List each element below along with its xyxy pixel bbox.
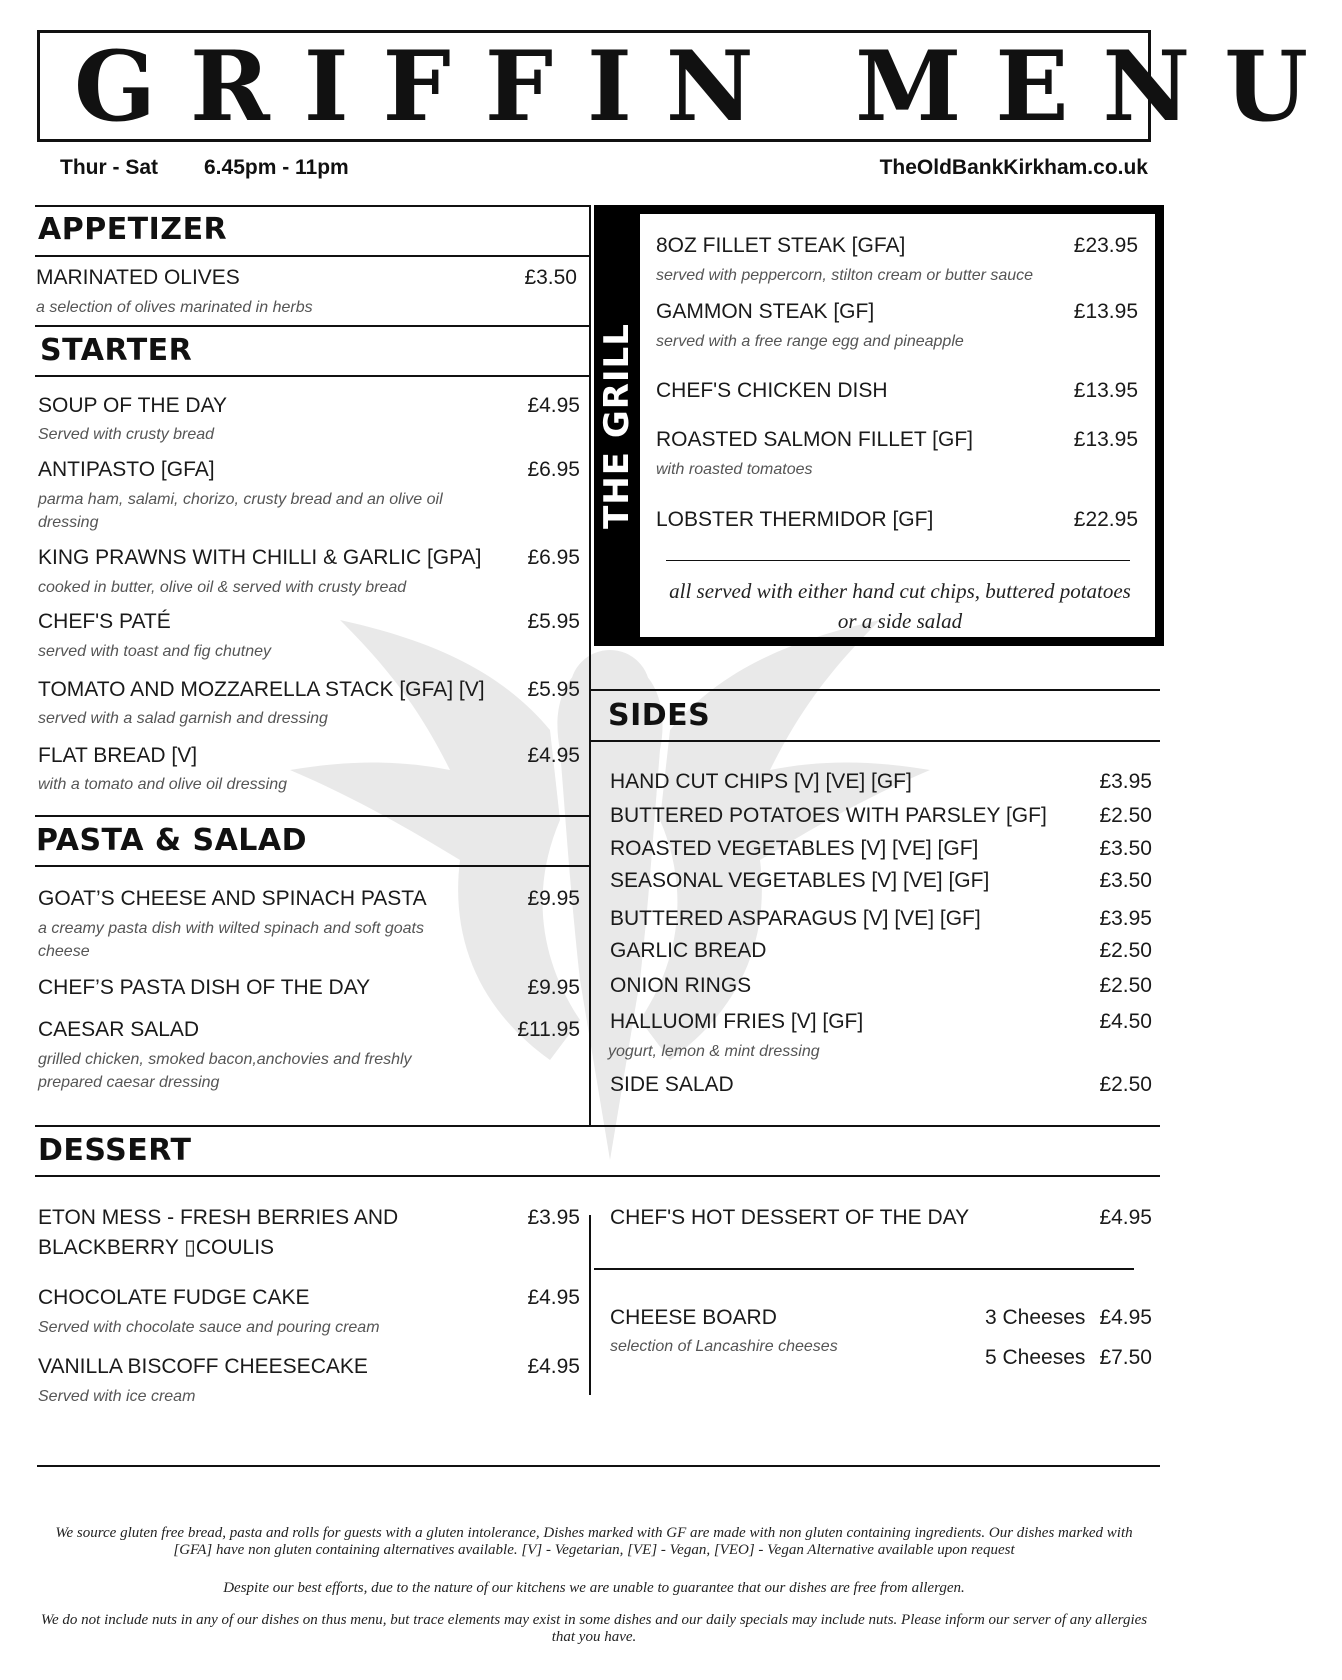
menu-item-name: SEASONAL VEGETABLES [V] [VE] [GF] xyxy=(610,869,990,892)
menu-item-name: MARINATED OLIVES xyxy=(36,266,240,289)
menu-item-price: £2.50 xyxy=(1099,1073,1152,1096)
section-title-appetizer: APPETIZER xyxy=(38,212,228,247)
section-title-sides: SIDES xyxy=(608,698,711,733)
menu-item-name: VANILLA BISCOFF CHEESECAKE xyxy=(38,1355,368,1378)
menu-item-name-line2: BLACKBERRY ▯COULIS xyxy=(38,1236,275,1259)
menu-item-price: £13.95 xyxy=(1073,428,1138,451)
divider xyxy=(35,1125,1160,1127)
divider xyxy=(590,740,1160,742)
grill-note: all served with either hand cut chips, buttered potatoes or a side salad xyxy=(669,579,1131,633)
menu-item-price: £6.95 xyxy=(527,546,580,569)
menu-item-price: £3.50 xyxy=(1099,837,1152,860)
column-divider xyxy=(589,1215,591,1395)
menu-item-desc: yogurt, lemon & mint dressing xyxy=(608,1043,820,1060)
divider xyxy=(35,1175,1160,1177)
menu-item-name: CHOCOLATE FUDGE CAKE xyxy=(38,1286,310,1309)
menu-item-name: KING PRAWNS WITH CHILLI & GARLIC [GPA] xyxy=(38,546,482,569)
menu-item-price: £9.95 xyxy=(527,976,580,999)
menu-item-desc: with a tomato and olive oil dressing xyxy=(38,776,288,793)
footer-allergen-note: Despite our best efforts, due to the nature of our kitchens we are unable to guarantee that our dishes are free from allergen. xyxy=(223,1580,965,1596)
menu-item-name: LOBSTER THERMIDOR [GF] xyxy=(656,508,934,531)
menu-item-name: CHEF'S CHICKEN DISH xyxy=(656,379,888,402)
menu-item-price: £23.95 xyxy=(1073,234,1138,257)
menu-item-price: £4.95 xyxy=(527,1355,580,1378)
column-divider xyxy=(589,205,591,1125)
menu-item-desc: Served with crusty bread xyxy=(38,426,215,443)
cheese-option-price: £4.95 xyxy=(1099,1306,1152,1329)
menu-item-name: FLAT BREAD [V] xyxy=(38,744,198,767)
divider xyxy=(37,1465,1160,1467)
divider xyxy=(35,255,590,257)
menu-item-desc: selection of Lancashire cheeses xyxy=(610,1338,838,1355)
divider xyxy=(35,325,590,327)
menu-item-price: £4.95 xyxy=(527,394,580,417)
website-link[interactable]: TheOldBankKirkham.co.uk xyxy=(879,156,1148,179)
menu-item-name: CHEF'S HOT DESSERT OF THE DAY xyxy=(610,1206,970,1229)
divider xyxy=(666,560,1130,561)
menu-item-name: ROASTED SALMON FILLET [GF] xyxy=(656,428,974,451)
grill-label-wrap xyxy=(594,205,640,646)
menu-item-desc: Served with chocolate sauce and pouring cream xyxy=(38,1319,380,1336)
menu-item-desc: served with a salad garnish and dressing xyxy=(38,710,328,727)
menu-title: GRIFFIN MENU xyxy=(74,30,1342,143)
section-title-grill: THE GRILL xyxy=(597,322,637,529)
divider xyxy=(594,1268,1134,1270)
title-box xyxy=(37,30,1342,143)
menu-item-name: TOMATO AND MOZZARELLA STACK [GFA] [V] xyxy=(38,678,485,701)
divider xyxy=(35,865,590,867)
menu-item-desc: a selection of olives marinated in herbs xyxy=(36,299,313,316)
menu-item-desc: a creamy pasta dish with wilted spinach and soft goats cheese xyxy=(38,920,424,960)
menu-item-price: £13.95 xyxy=(1073,379,1138,402)
menu-item-name: GOAT’S CHEESE AND SPINACH PASTA xyxy=(38,887,427,910)
menu-item-desc: with roasted tomatoes xyxy=(656,461,813,478)
menu-item-name: ANTIPASTO [GFA] xyxy=(38,458,215,481)
divider xyxy=(35,815,590,817)
cheese-option-label: 3 Cheeses xyxy=(985,1306,1086,1329)
menu-item-name: HALLUOMI FRIES [V] [GF] xyxy=(610,1010,864,1033)
menu-item-desc: served with toast and fig chutney xyxy=(38,643,272,660)
menu-item-price: £4.95 xyxy=(527,1286,580,1309)
menu-item-name: ONION RINGS xyxy=(610,974,752,997)
opening-days: Thur - Sat xyxy=(60,156,158,179)
footer-gluten-note: We source gluten free bread, pasta and rolls for guests with a gluten intolerance, Dishes marked with GF are made with non gluten containing ingredients. Our dishes marked with [GFA] have non gluten containing alternatives available. [V] - Vegetarian, [VE] - Vegan, [VEO] - Vegan Alternative available upon request xyxy=(55,1525,1133,1558)
menu-item-name: SOUP OF THE DAY xyxy=(38,394,228,417)
menu-item-name: ETON MESS - FRESH BERRIES AND xyxy=(38,1206,399,1229)
menu-item-price: £22.95 xyxy=(1073,508,1138,531)
menu-item-name: HAND CUT CHIPS [V] [VE] [GF] xyxy=(610,770,912,793)
menu-item-name: GARLIC BREAD xyxy=(610,939,767,962)
menu-item-name: GAMMON STEAK [GF] xyxy=(656,300,875,323)
menu-item-price: £2.50 xyxy=(1099,974,1152,997)
menu-item-desc: parma ham, salami, chorizo, crusty bread and an olive oil dressing xyxy=(38,491,443,531)
menu-item-price: £4.95 xyxy=(1099,1206,1152,1229)
menu-item-name: 8OZ FILLET STEAK [GFA] xyxy=(656,234,906,257)
menu-item-price: £3.50 xyxy=(524,266,577,289)
section-title-dessert: DESSERT xyxy=(38,1133,192,1168)
menu-item-name: SIDE SALAD xyxy=(610,1073,734,1096)
menu-item-price: £2.50 xyxy=(1099,804,1152,827)
menu-item-name: ROASTED VEGETABLES [V] [VE] [GF] xyxy=(610,837,979,860)
menu-item-price: £5.95 xyxy=(527,610,580,633)
menu-item-desc: cooked in butter, olive oil & served with crusty bread xyxy=(38,579,407,596)
divider xyxy=(35,375,590,377)
menu-item-price: £13.95 xyxy=(1073,300,1138,323)
menu-item-desc: grilled chicken, smoked bacon,anchovies and freshly prepared caesar dressing xyxy=(38,1051,412,1091)
section-title-starter: STARTER xyxy=(40,333,193,368)
menu-item-price: £11.95 xyxy=(517,1018,580,1041)
footer-nuts-note: We do not include nuts in any of our dishes on thus menu, but trace elements may exist in some dishes and our daily specials may include nuts. Please inform our server of any allergies that you have. xyxy=(40,1612,1148,1645)
menu-item-name: BUTTERED ASPARAGUS [V] [VE] [GF] xyxy=(610,907,981,930)
menu-item-price: £4.95 xyxy=(527,744,580,767)
menu-item-price: £6.95 xyxy=(527,458,580,481)
menu-item-price: £3.95 xyxy=(527,1206,580,1229)
menu-item-price: £2.50 xyxy=(1099,939,1152,962)
opening-hours: 6.45pm - 11pm xyxy=(204,156,349,179)
menu-item-desc: Served with ice cream xyxy=(38,1388,196,1405)
menu-item-price: £5.95 xyxy=(527,678,580,701)
menu-item-price: £3.95 xyxy=(1099,770,1152,793)
menu-item-price: £3.50 xyxy=(1099,869,1152,892)
section-title-pasta-salad: PASTA & SALAD xyxy=(36,823,308,858)
menu-item-name: CHEF'S PATÉ xyxy=(38,610,171,633)
cheese-option-label: 5 Cheeses xyxy=(985,1346,1086,1369)
menu-item-desc: served with a free range egg and pineapple xyxy=(656,333,964,350)
menu-item-name: CHEESE BOARD xyxy=(610,1306,777,1329)
menu-item-name: BUTTERED POTATOES WITH PARSLEY [GF] xyxy=(610,804,1047,827)
menu-item-desc: served with peppercorn, stilton cream or butter sauce xyxy=(656,267,1034,284)
cheese-option-price: £7.50 xyxy=(1099,1346,1152,1369)
menu-item-price: £3.95 xyxy=(1099,907,1152,930)
menu-item-name: CHEF’S PASTA DISH OF THE DAY xyxy=(38,976,371,999)
divider xyxy=(35,205,590,207)
menu-item-price: £4.50 xyxy=(1099,1010,1152,1033)
menu-item-price: £9.95 xyxy=(527,887,580,910)
menu-item-name: CAESAR SALAD xyxy=(38,1018,200,1041)
divider xyxy=(590,689,1160,691)
